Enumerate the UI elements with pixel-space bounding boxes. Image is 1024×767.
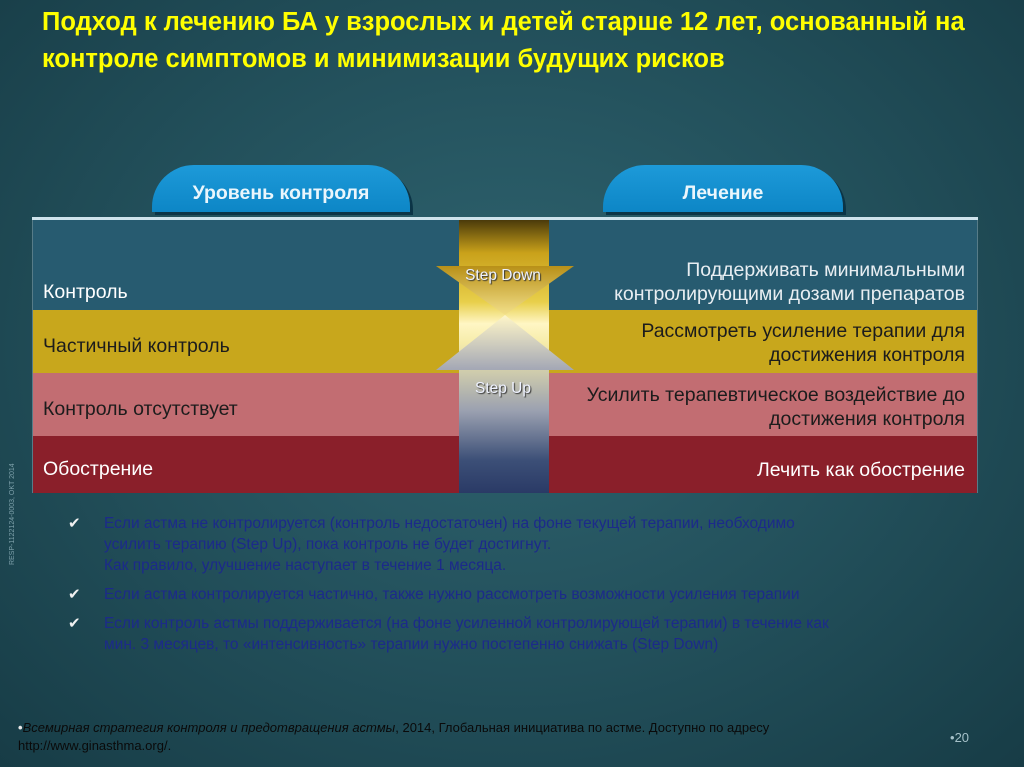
bullet-list <box>62 513 972 663</box>
slide-title: Подход к лечению БА у взрослых и детей старше 12 лет, основанный на контроле симптомов и минимизации будущих рисков <box>42 8 965 73</box>
side-reference-code: RESP-1122124-0003, OKT 2014 <box>9 463 16 565</box>
tab-treatment <box>603 165 843 212</box>
bullet-line: Если астма контролируется частично, также нужно рассмотреть возможности усиления терапии <box>104 586 800 603</box>
tab-treatment-label: Лечение <box>682 182 764 204</box>
tab-control-level <box>152 165 410 212</box>
bullet-line: Если контроль астмы поддерживается (на фоне усиленной контролирующей терапии) в течение как <box>104 615 829 632</box>
bullet-line: мин. 3 месяцев, то «интенсивность» терапии нужно постепенно снижать (Step Down) <box>104 636 719 653</box>
footer-url[interactable]: http://www.ginasthma.org/. <box>18 738 172 753</box>
bullet-item <box>62 513 972 576</box>
page-number: •20 <box>950 730 970 745</box>
check-icon: ✔ <box>68 515 81 532</box>
row-label: Контроль <box>43 281 128 303</box>
bullet-line: Если астма не контролируется (контроль недостаточен) на фоне текущей терапии, необходимо <box>104 515 795 532</box>
footer-title: Всемирная стратегия контроля и предотвращения астмы <box>22 720 396 735</box>
row-treatment: Рассмотреть усиление терапии для достижения контроля <box>641 320 965 366</box>
row-label: Контроль отсутствует <box>43 398 238 420</box>
row-label: Частичный контроль <box>43 335 230 357</box>
row-treatment: Поддерживать минимальными контролирующими дозами препаратов <box>614 259 965 305</box>
footer-reference <box>18 719 918 755</box>
footer-bullet: • <box>18 720 23 735</box>
step-arrows <box>430 220 580 493</box>
check-icon: ✔ <box>68 586 81 603</box>
bullet-line: Как правило, улучшение наступает в течение 1 месяца. <box>104 557 507 574</box>
row-label: Обострение <box>43 458 154 480</box>
footer-text: , 2014, Глобальная инициатива по астме. Доступно по адресу <box>395 720 770 735</box>
step-up-arrowhead <box>436 315 574 370</box>
tab-control-level-label: Уровень контроля <box>192 182 370 204</box>
bullet-item <box>62 584 972 605</box>
row-treatment: Усилить терапевтическое воздействие до достижения контроля <box>586 384 965 430</box>
check-icon: ✔ <box>68 615 81 632</box>
step-down-label: Step Down <box>465 267 541 284</box>
bullet-line: усилить терапию (Step Up), пока контроль не будет достигнут. <box>104 536 552 553</box>
bullet-item <box>62 613 972 655</box>
step-up-label: Step Up <box>474 380 531 397</box>
row-treatment: Лечить как обострение <box>756 459 965 481</box>
page-number-value: 20 <box>954 730 970 745</box>
